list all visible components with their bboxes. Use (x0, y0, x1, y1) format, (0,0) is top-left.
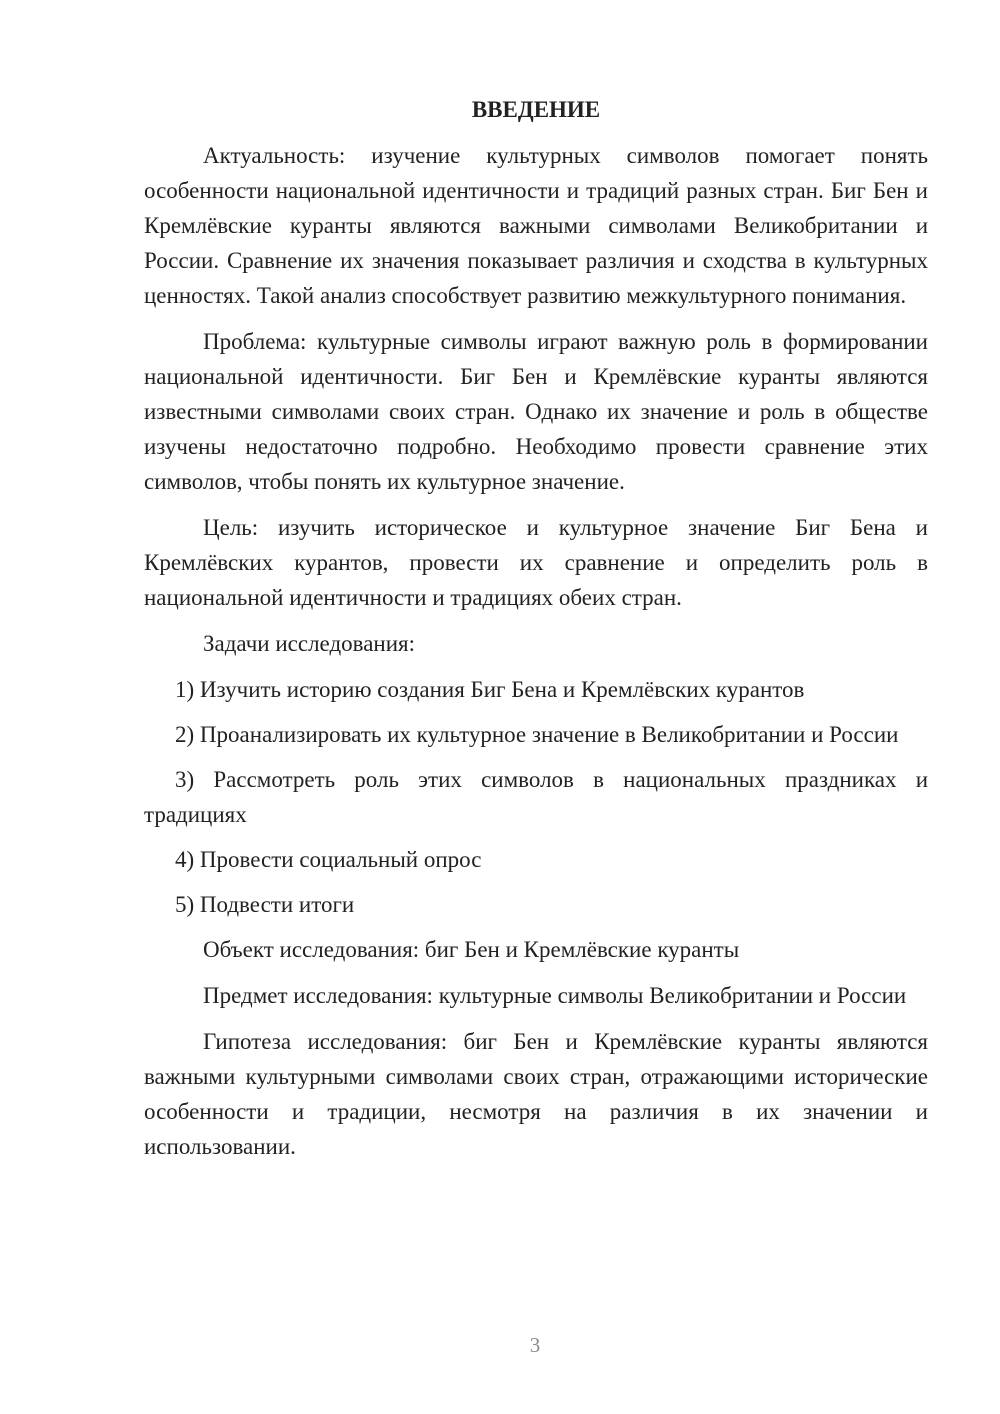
tasks-list (144, 672, 928, 922)
paragraph-goal: Цель: изучить историческое и культурное значение Биг Бена и Кремлёвских курантов, провести их сравнение и определить роль в национальной идентичности и традициях обеих стран. (144, 515, 928, 610)
task-item: 5) Подвести итоги (175, 892, 355, 917)
paragraph-problem: Проблема: культурные символы играют важную роль в формировании национальной идентичности. Биг Бен и Кремлёвские куранты являются известными символами своих стран. Однако их значение и роль в обществе изучены недостаточно подробно. Необходимо провести сравнение этих символов, чтобы понять их культурное значение. (144, 329, 928, 494)
task-item: 3) Рассмотреть роль этих символов в национальных праздниках и традициях (144, 767, 928, 827)
page-number: 3 (529, 1333, 541, 1357)
task-item: 4) Провести социальный опрос (175, 847, 482, 872)
tasks-heading: Задачи исследования: (203, 631, 416, 656)
paragraph-hypothesis: Гипотеза исследования: биг Бен и Кремлёвские куранты являются важными культурными символами своих стран, отражающими исторические особенности и традиции, несмотря на различия в их значении и использовании. (144, 1029, 928, 1159)
paragraph-object: Объект исследования: биг Бен и Кремлёвские куранты (203, 937, 740, 962)
section-title: ВВЕДЕНИЕ (471, 97, 601, 122)
task-item: 2) Проанализировать их культурное значение в Великобритании и России (175, 722, 899, 747)
paragraph-relevance: Актуальность: изучение культурных символов помогает понять особенности национальной идентичности и традиций разных стран. Биг Бен и Кремлёвские куранты являются важными символами Великобритании и России. Сравнение их значения показывает различия и сходства в культурных ценностях. Такой анализ способствует развитию межкультурного понимания. (144, 143, 928, 308)
task-item: 1) Изучить историю создания Биг Бена и Кремлёвских курантов (175, 677, 805, 702)
page-content (144, 92, 928, 1175)
paragraph-subject: Предмет исследования: культурные символы Великобритании и России (203, 983, 907, 1008)
